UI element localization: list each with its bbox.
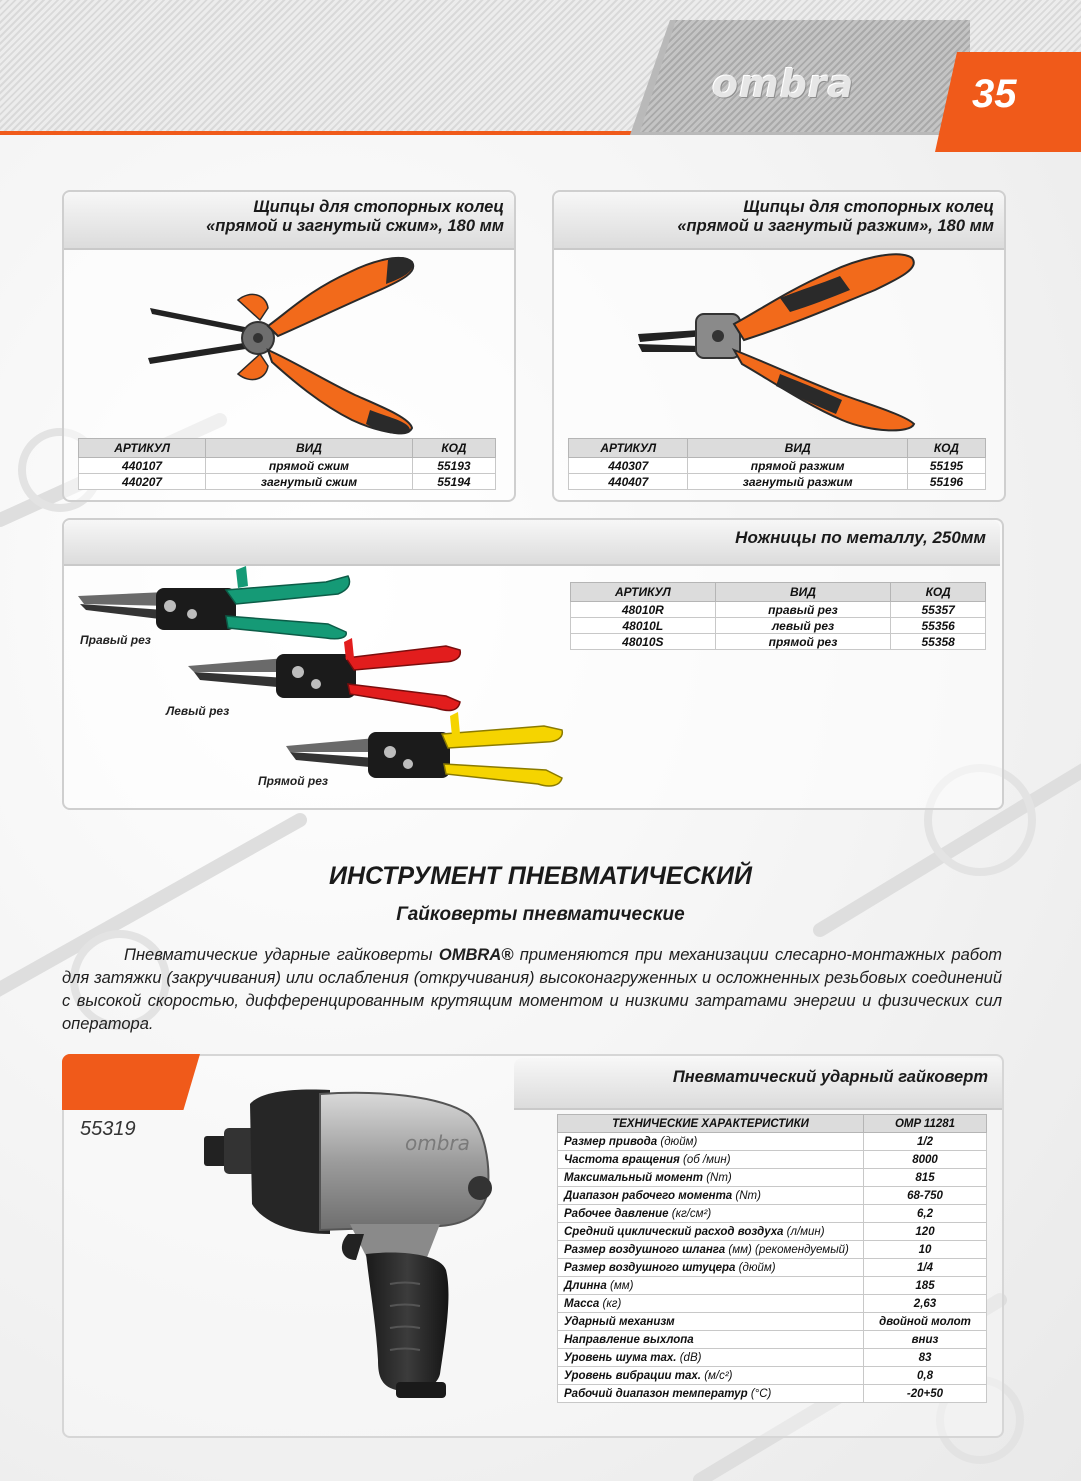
panel-title-line2: «прямой и загнутый разжим», 180 мм bbox=[677, 217, 994, 235]
panel-title-line2: «прямой и загнутый сжим», 180 мм bbox=[206, 217, 504, 235]
column-header-code: КОД bbox=[891, 583, 986, 602]
spec-value: 68-750 bbox=[864, 1187, 987, 1205]
spec-unit: (кг) bbox=[602, 1297, 622, 1310]
spec-name: Уровень вибрации max. bbox=[564, 1369, 701, 1382]
table-row bbox=[79, 474, 496, 490]
table-row bbox=[558, 1133, 987, 1151]
spec-unit: (мм) bbox=[609, 1279, 634, 1292]
section-subtitle: Гайковерты пневматические bbox=[396, 904, 685, 925]
panel-snips-title-text: Ножницы по металлу, 250мм bbox=[735, 528, 986, 547]
panel-snips-title bbox=[64, 520, 1000, 566]
cell-type: правый рез bbox=[715, 602, 891, 618]
cell-article: 48010L bbox=[571, 618, 716, 634]
snips-right-cut bbox=[78, 566, 350, 639]
cell-code: 55356 bbox=[891, 618, 986, 634]
intro-text-rest: применяются при механизации слесарно-монтажных работ для затяжки (закручивания) или ослабления (откручивания) высоконагруженных и осложненных резьбовых соединений с высокой скоростью, дифференцированным крутящим моментом и низкими затратами энергии и физических сил оператора. bbox=[62, 946, 1002, 1033]
pliers-expand-image bbox=[630, 250, 930, 435]
spec-unit: (мм) (рекомендуемый) bbox=[728, 1243, 849, 1256]
spec-unit: (м/с²) bbox=[704, 1369, 733, 1382]
spec-unit: (дюйм) bbox=[660, 1135, 698, 1148]
caption-right-cut: Правый рез bbox=[80, 633, 151, 647]
spec-unit: (кг/см²) bbox=[671, 1207, 712, 1220]
spec-name: Размер воздушного шланга bbox=[564, 1243, 726, 1256]
table-row bbox=[569, 474, 986, 490]
table-row bbox=[558, 1295, 987, 1313]
spec-name: Ударный механизм bbox=[564, 1315, 675, 1328]
cell-type: прямой рез bbox=[715, 634, 891, 650]
spec-unit: (dB) bbox=[679, 1351, 702, 1364]
column-header-type: ВИД bbox=[206, 439, 413, 458]
table-row bbox=[558, 1259, 987, 1277]
column-header-type: ВИД bbox=[688, 439, 907, 458]
spec-value: вниз bbox=[864, 1331, 987, 1349]
table-row bbox=[558, 1241, 987, 1259]
impact-wrench-title bbox=[514, 1058, 1002, 1110]
product-code: 55319 bbox=[80, 1118, 136, 1140]
product-code-tab bbox=[62, 1054, 200, 1110]
pliers-compress-table bbox=[78, 438, 496, 490]
cell-article: 440407 bbox=[569, 474, 688, 490]
spec-name: Длинна bbox=[564, 1279, 607, 1292]
cell-type: прямой разжим bbox=[688, 458, 907, 474]
table-row bbox=[558, 1277, 987, 1295]
table-row bbox=[558, 1313, 987, 1331]
snips-left-cut bbox=[188, 638, 460, 710]
spec-name: Направление выхлопа bbox=[564, 1333, 694, 1346]
cell-article: 440107 bbox=[79, 458, 206, 474]
spec-value: двойной молот bbox=[864, 1313, 987, 1331]
table-row bbox=[558, 1331, 987, 1349]
table-row bbox=[571, 634, 986, 650]
cell-type: левый рез bbox=[715, 618, 891, 634]
cell-code: 55194 bbox=[412, 474, 495, 490]
column-header-code: КОД bbox=[412, 439, 495, 458]
table-row bbox=[79, 458, 496, 474]
caption-left-cut: Левый рез bbox=[166, 704, 230, 718]
spec-name: Диапазон рабочего момента bbox=[564, 1189, 733, 1202]
spec-name: Размер привода bbox=[564, 1135, 658, 1148]
brand-logo: ombra bbox=[712, 62, 855, 106]
cell-code: 55193 bbox=[412, 458, 495, 474]
spec-value: 83 bbox=[864, 1349, 987, 1367]
intro-paragraph bbox=[62, 944, 1002, 1036]
table-row bbox=[558, 1205, 987, 1223]
panel-pliers-expand-title bbox=[554, 192, 1004, 250]
spec-unit: (дюйм) bbox=[738, 1261, 776, 1274]
page-number: 35 bbox=[972, 72, 1017, 116]
column-header-article: АРТИКУЛ bbox=[571, 583, 716, 602]
spec-unit: (об /мин) bbox=[683, 1153, 731, 1166]
caption-straight-cut: Прямой рез bbox=[258, 774, 329, 788]
table-row bbox=[558, 1169, 987, 1187]
spec-name: Уровень шума max. bbox=[564, 1351, 677, 1364]
spec-unit: (°C) bbox=[750, 1387, 772, 1400]
cell-article: 440207 bbox=[79, 474, 206, 490]
cell-code: 55357 bbox=[891, 602, 986, 618]
table-row bbox=[558, 1385, 987, 1403]
spec-value: 8000 bbox=[864, 1151, 987, 1169]
svg-text:ombra: ombra bbox=[405, 1131, 470, 1155]
section-title: ИНСТРУМЕНТ ПНЕВМАТИЧЕСКИЙ bbox=[329, 862, 752, 890]
pliers-expand-table bbox=[568, 438, 986, 490]
table-row bbox=[558, 1223, 987, 1241]
spec-name: Размер воздушного штуцера bbox=[564, 1261, 736, 1274]
spec-unit: (л/мин) bbox=[786, 1225, 825, 1238]
snips-table bbox=[570, 582, 986, 650]
panel-pliers-compress-title bbox=[64, 192, 514, 250]
table-row bbox=[558, 1187, 987, 1205]
brand-name: OMBRA® bbox=[438, 946, 514, 964]
spec-value: 1/4 bbox=[864, 1259, 987, 1277]
impact-wrench-title-text: Пневматический ударный гайковерт bbox=[672, 1068, 988, 1086]
spec-value: 120 bbox=[864, 1223, 987, 1241]
table-row bbox=[571, 618, 986, 634]
impact-wrench-image bbox=[200, 1084, 510, 1404]
model-header: OMP 11281 bbox=[864, 1115, 987, 1133]
table-row bbox=[558, 1349, 987, 1367]
spec-value: 1/2 bbox=[864, 1133, 987, 1151]
column-header-article: АРТИКУЛ bbox=[569, 439, 688, 458]
impact-wrench-spec-table bbox=[557, 1114, 987, 1403]
spec-value: 815 bbox=[864, 1169, 987, 1187]
cell-type: загнутый сжим bbox=[206, 474, 413, 490]
cell-type: прямой сжим bbox=[206, 458, 413, 474]
spec-value: 6,2 bbox=[864, 1205, 987, 1223]
table-row bbox=[571, 602, 986, 618]
cell-article: 440307 bbox=[569, 458, 688, 474]
cell-code: 55195 bbox=[907, 458, 985, 474]
spec-name: Масса bbox=[564, 1297, 600, 1310]
column-header-code: КОД bbox=[907, 439, 985, 458]
spec-name: Рабочий диапазон температур bbox=[564, 1387, 748, 1400]
spec-unit: (Nm) bbox=[706, 1171, 732, 1184]
spec-value: 185 bbox=[864, 1277, 987, 1295]
spec-header: ТЕХНИЧЕСКИЕ ХАРАКТЕРИСТИКИ bbox=[558, 1115, 864, 1133]
table-row bbox=[558, 1367, 987, 1385]
spec-value: 10 bbox=[864, 1241, 987, 1259]
column-header-type: ВИД bbox=[715, 583, 891, 602]
column-header-article: АРТИКУЛ bbox=[79, 439, 206, 458]
table-row bbox=[558, 1151, 987, 1169]
metal-snips-image bbox=[76, 566, 576, 796]
intro-text-start: Пневматические ударные гайковерты bbox=[124, 946, 439, 964]
spec-name: Максимальный момент bbox=[564, 1171, 703, 1184]
spec-value: -20+50 bbox=[864, 1385, 987, 1403]
spec-name: Рабочее давление bbox=[564, 1207, 669, 1220]
spec-name: Частота вращения bbox=[564, 1153, 680, 1166]
table-row bbox=[569, 458, 986, 474]
cell-article: 48010R bbox=[571, 602, 716, 618]
cell-code: 55358 bbox=[891, 634, 986, 650]
panel-title-line1: Щипцы для стопорных колец bbox=[253, 198, 504, 216]
spec-unit: (Nm) bbox=[735, 1189, 761, 1202]
cell-type: загнутый разжим bbox=[688, 474, 907, 490]
spec-value: 0,8 bbox=[864, 1367, 987, 1385]
cell-code: 55196 bbox=[907, 474, 985, 490]
panel-title-line1: Щипцы для стопорных колец bbox=[743, 198, 994, 216]
spec-value: 2,63 bbox=[864, 1295, 987, 1313]
pliers-compress-image bbox=[140, 250, 430, 440]
cell-article: 48010S bbox=[571, 634, 716, 650]
spec-name: Средний циклический расход воздуха bbox=[564, 1225, 784, 1238]
